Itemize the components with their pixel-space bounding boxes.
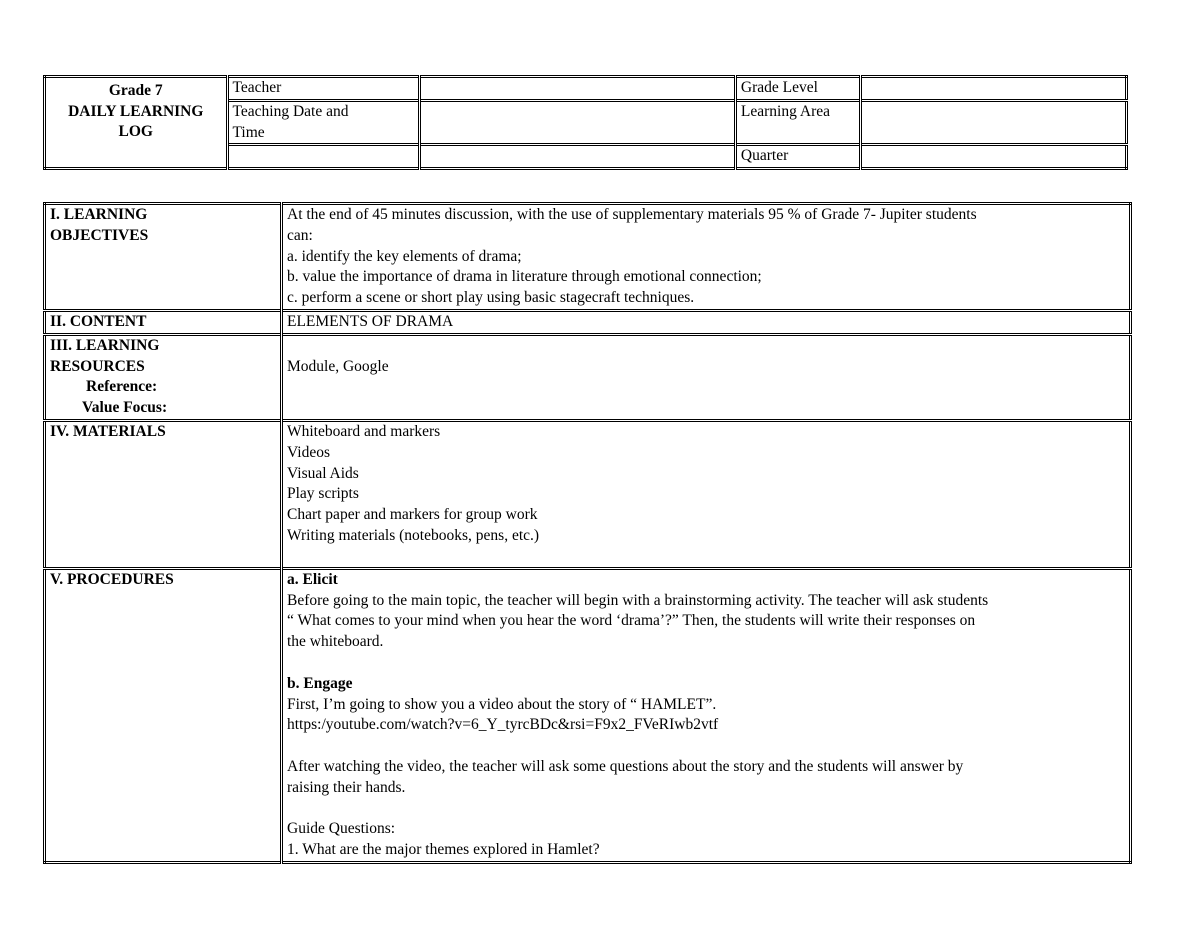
engage-text-line3: raising their hands. xyxy=(287,778,406,796)
quarter-field[interactable] xyxy=(861,145,1127,169)
objectives-content xyxy=(282,204,1131,311)
objective-a: a. identify the key elements of drama; xyxy=(287,247,522,265)
objectives-intro-line1: At the end of 45 minutes discussion, with the use of supplementary materials 95 % of Grade 7- Jupiter students xyxy=(287,206,977,223)
objectives-intro-line2: can: xyxy=(287,226,313,244)
log-title-line3: LOG xyxy=(118,123,153,140)
engage-text-line2: After watching the video, the teacher will ask some questions about the story and the students will answer by xyxy=(287,757,964,775)
resources-label-line2: RESOURCES xyxy=(50,357,145,375)
elicit-text-line2: “ What comes to your mind when you hear the word ‘drama’?” Then, the students will write their responses on xyxy=(287,612,976,630)
value-focus-label: Value Focus: xyxy=(82,399,168,417)
blank-label xyxy=(227,145,420,169)
elicit-title: a. Elicit xyxy=(287,570,338,588)
lesson-plan-table xyxy=(43,202,1132,864)
resources-row xyxy=(45,334,1131,420)
engage-title: b. Engage xyxy=(287,674,353,692)
procedures-row xyxy=(45,568,1131,862)
content-row xyxy=(45,310,1131,334)
procedures-label: V. PROCEDURES xyxy=(45,568,282,862)
objective-b: b. value the importance of drama in literature through emotional connection; xyxy=(287,268,762,286)
material-item: Whiteboard and markers xyxy=(287,422,441,440)
log-title xyxy=(45,77,228,169)
content-value: ELEMENTS OF DRAMA xyxy=(282,310,1131,334)
log-title-grade: Grade 7 xyxy=(108,82,163,99)
material-item: Play scripts xyxy=(287,485,359,503)
resources-content xyxy=(282,334,1131,420)
elicit-text-line1: Before going to the main topic, the teacher will begin with a brainstorming activity. The teacher will ask students xyxy=(287,591,989,609)
objectives-row xyxy=(45,204,1131,311)
teaching-date-label-line1: Teaching Date and xyxy=(232,102,349,120)
learning-area-label: Learning Area xyxy=(735,100,860,145)
objectives-label-line2: OBJECTIVES xyxy=(50,226,149,244)
materials-row xyxy=(45,420,1131,568)
elicit-text-line3: the whiteboard. xyxy=(287,633,384,651)
quarter-label: Quarter xyxy=(735,145,860,169)
grade-level-label: Grade Level xyxy=(735,77,860,101)
material-item: Writing materials (notebooks, pens, etc.) xyxy=(287,526,540,544)
material-item: Visual Aids xyxy=(287,464,359,482)
blank-field[interactable] xyxy=(420,145,736,169)
material-item: Chart paper and markers for group work xyxy=(287,506,538,524)
teaching-date-label xyxy=(227,100,420,145)
procedures-content xyxy=(282,568,1131,862)
guide-questions-title: Guide Questions: xyxy=(287,820,396,838)
resources-label xyxy=(45,334,282,420)
resources-label-line1: III. LEARNING xyxy=(50,336,160,354)
teacher-label: Teacher xyxy=(227,77,420,101)
objective-c: c. perform a scene or short play using basic stagecraft techniques. xyxy=(287,289,695,307)
objectives-label-line1: I. LEARNING xyxy=(50,206,148,223)
log-title-line2: DAILY LEARNING xyxy=(68,102,204,120)
material-item: Videos xyxy=(287,443,330,461)
teaching-date-field[interactable] xyxy=(420,100,736,145)
reference-value: Module, Google xyxy=(287,357,389,375)
learning-area-field[interactable] xyxy=(861,100,1127,145)
materials-label: IV. MATERIALS xyxy=(45,420,282,568)
content-label: II. CONTENT xyxy=(45,310,282,334)
grade-level-field[interactable] xyxy=(861,77,1127,101)
header-table xyxy=(43,75,1128,170)
reference-label: Reference: xyxy=(86,378,158,396)
engage-video-link[interactable]: https:/youtube.com/watch?v=6_Y_tyrcBDc&rsi=F9x2_FVeRIwb2vtf xyxy=(287,716,719,734)
engage-text-line1: First, I’m going to show you a video about the story of “ HAMLET”. xyxy=(287,695,717,713)
materials-content xyxy=(282,420,1131,568)
teacher-field[interactable] xyxy=(420,77,736,101)
teaching-date-label-line2: Time xyxy=(232,123,265,141)
guide-question-1: 1. What are the major themes explored in Hamlet? xyxy=(287,841,600,859)
objectives-label xyxy=(45,204,282,311)
